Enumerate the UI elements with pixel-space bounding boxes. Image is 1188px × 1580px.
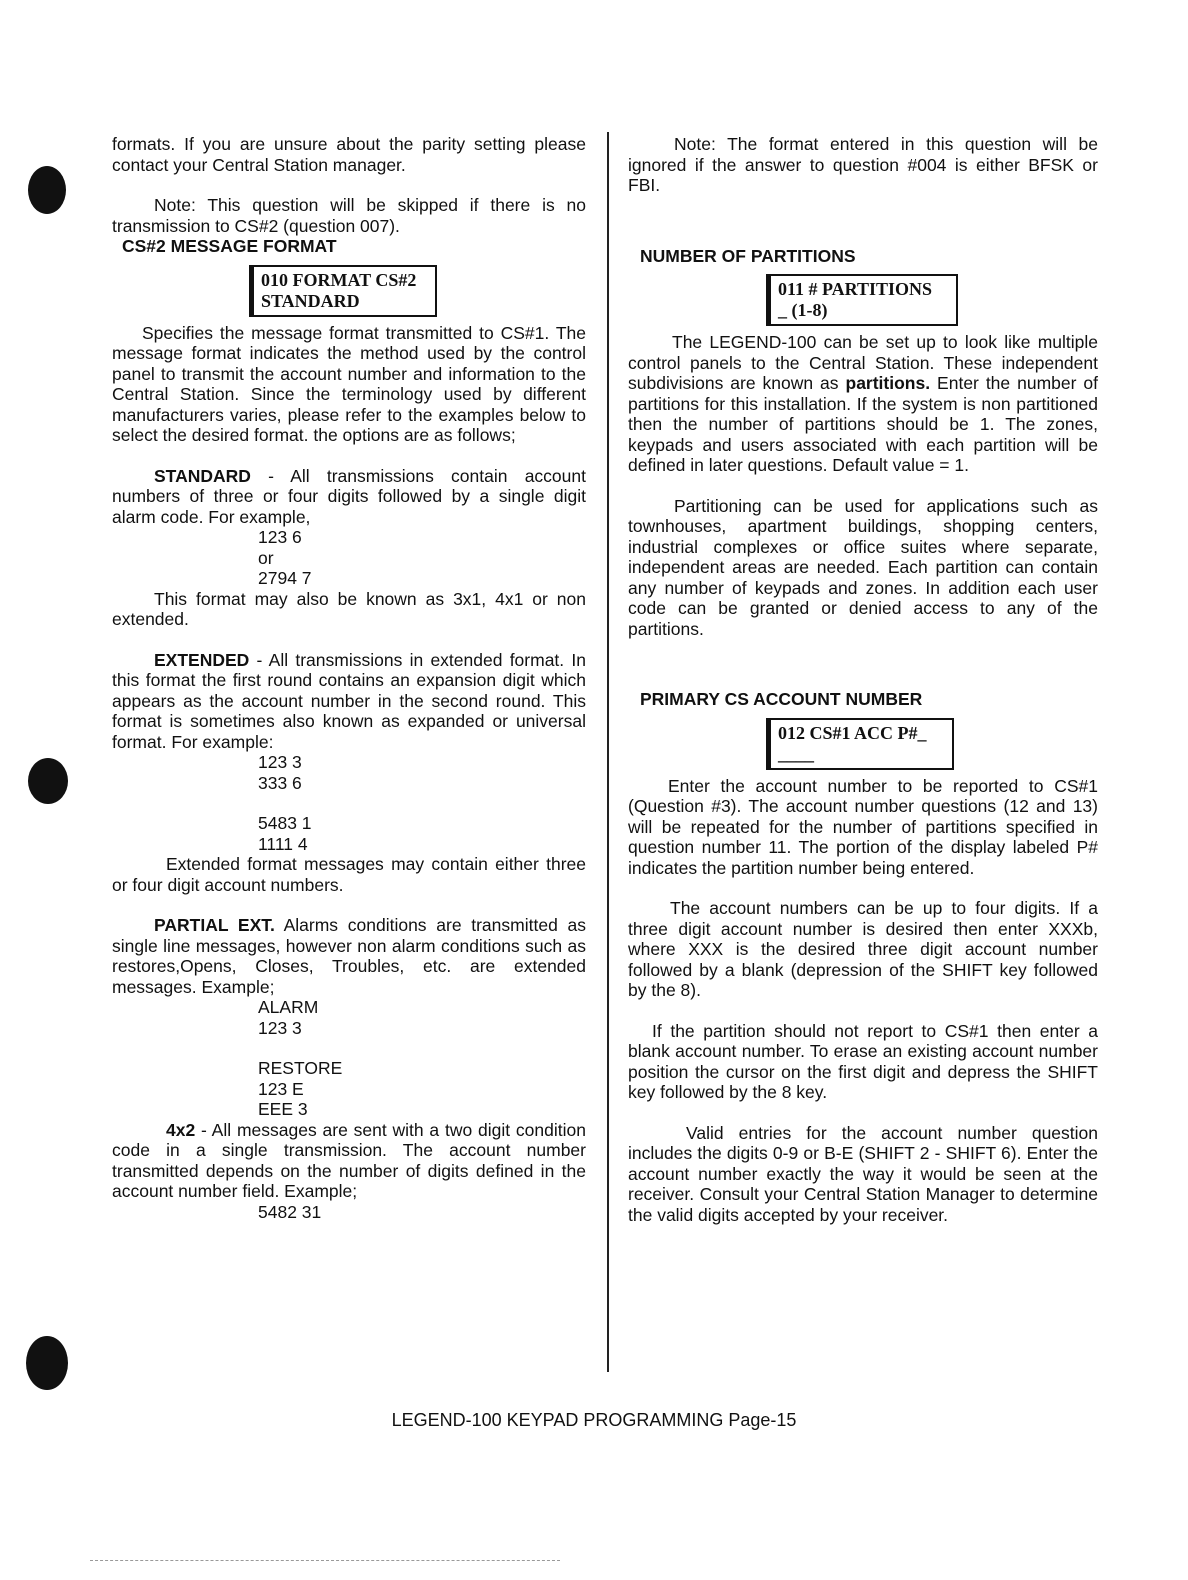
lcd-line: STANDARD [261, 290, 360, 311]
paragraph-text: The LEGEND-100 can be set up to look like multiple control panels to the Central Station. These independent subdivisions are known as [628, 332, 1098, 393]
paragraph: The account numbers can be up to four digits. If a three digit account number is desired then enter XXXb, where XXX is the desired three digit account number followed by a blank (depression of the SHIFT key followed by the 8). [628, 898, 1098, 1000]
example-value: or [258, 547, 274, 568]
paragraph: formats. If you are unsure about the parity setting please contact your Central Station manager. [112, 134, 586, 175]
lcd-display [249, 265, 437, 317]
paragraph-text: Enter the number of partitions for this installation. If the system is non partitioned then the number of partitions should be 1. The zones, keypads and users associated with each partition will be defined in later questions. Default value = 1. [628, 373, 1098, 475]
paragraph [112, 466, 586, 528]
example-value: 5482 31 [258, 1201, 322, 1222]
option-text: - All transmissions in extended format. In this format the first round contains an expansion digit which appears as the account number in the second round. This format is sometimes also known as expanded or universal format. For example: [112, 649, 586, 752]
lcd-display-wrapper [112, 265, 586, 317]
option-label: STANDARD [154, 465, 251, 486]
paragraph: Extended format messages may contain either three or four digit account numbers. [112, 854, 586, 895]
paragraph: This format may also be known as 3x1, 4x1 or non extended. [112, 588, 586, 629]
option-label: EXTENDED [154, 649, 250, 670]
paragraph: Specifies the message format transmitted to CS#1. The message format indicates the method used by the control panel to transmit the account number and information to the Central Station. Since the terminology used by different manufacturers varies, please refer to the examples below to select the desired format. the options are as follows; [112, 322, 586, 445]
example-value: EEE 3 [258, 1099, 308, 1119]
right-column [628, 134, 1098, 1225]
paragraph [112, 650, 586, 753]
binder-hole-bottom [26, 1336, 68, 1390]
paragraph: Enter the account number to be reported to CS#1 (Question #3). The account number questions (12 and 13) will be repeated for the number of partitions specified in question number 11. The portion of the display labeled P# indicates the partition number being entered. [628, 775, 1098, 878]
option-text: - All messages are sent with a two digit condition code in a single transmission. The account number transmitted depends on the number of digits defined in the account number field. Example; [112, 1119, 586, 1201]
lcd-display [766, 274, 958, 326]
section-heading: PRIMARY CS ACCOUNT NUMBER [640, 689, 923, 709]
page-footer: LEGEND-100 KEYPAD PROGRAMMING Page-15 [391, 1410, 797, 1430]
example-value: RESTORE [258, 1058, 343, 1078]
example-value: 123 3 [258, 1017, 302, 1038]
paragraph [112, 1120, 586, 1202]
section-heading: CS#2 MESSAGE FORMAT [122, 236, 337, 256]
lcd-line: _ (1-8) [778, 300, 828, 320]
lcd-display-wrapper [628, 274, 1098, 326]
left-column [112, 134, 586, 1222]
scan-artifact-line [90, 1560, 560, 1562]
paragraph: Valid entries for the account number question includes the digits 0-9 or B-E (SHIFT 2 - SHIFT 6). Enter the account number exactly the way it would be seen at the receiver. Consult your Central Station Manager to determine the valid digits accepted by your receiver. [628, 1122, 1098, 1225]
example-value: 2794 7 [258, 568, 312, 588]
option-label: 4x2 [166, 1119, 196, 1140]
example-value: ALARM [258, 997, 319, 1017]
note-paragraph: Note: The format entered in this question will be ignored if the answer to question #004 is either BFSK or FBI. [628, 134, 1098, 195]
example-value: 1111 4 [258, 833, 308, 854]
option-label: PARTIAL EXT. [154, 915, 275, 935]
option-text: Alarms conditions are transmitted as single line messages, however non alarm conditions such as restores,Opens, Closes, Troubles, etc. are extended messages. Example; [112, 915, 586, 997]
paragraph [112, 915, 586, 997]
lcd-display [766, 718, 954, 770]
note-paragraph: Note: This question will be skipped if there is no transmission to CS#2 (question 007). [112, 195, 586, 236]
example-value: 123 E [258, 1078, 304, 1099]
lcd-line: 012 CS#1 ACC P#_ [778, 722, 927, 743]
option-text: - All transmissions contain account numbers of three or four digits followed by a single digit alarm code. For example, [112, 465, 586, 527]
example-value: 123 6 [258, 527, 302, 547]
example-value: 123 3 [258, 752, 302, 772]
paragraph [628, 332, 1098, 476]
example-value: 333 6 [258, 772, 302, 793]
paragraph: Partitioning can be used for applications such as townhouses, apartment buildings, shopping centers, industrial complexes or office suites where separate, independent areas are needed. Each partition can contain any number of keypads and zones. In addition each user code can be granted or denied access to any of the partitions. [628, 495, 1098, 639]
column-divider [607, 132, 609, 1372]
lcd-line: ____ [778, 743, 814, 764]
binder-hole-top [28, 166, 66, 214]
lcd-display-wrapper [628, 718, 1098, 770]
emphasized-term: partitions. [845, 373, 931, 393]
lcd-line: 010 FORMAT CS#2 [261, 269, 417, 290]
lcd-line: 011 # PARTITIONS [778, 279, 933, 299]
binder-hole-middle [28, 758, 68, 804]
paragraph: If the partition should not report to CS#1 then enter a blank account number. To erase an existing account number position the cursor on the first digit and depress the SHIFT key followed by the 8 key. [628, 1020, 1098, 1102]
example-value: 5483 1 [258, 813, 312, 833]
section-heading: NUMBER OF PARTITIONS [640, 245, 856, 266]
